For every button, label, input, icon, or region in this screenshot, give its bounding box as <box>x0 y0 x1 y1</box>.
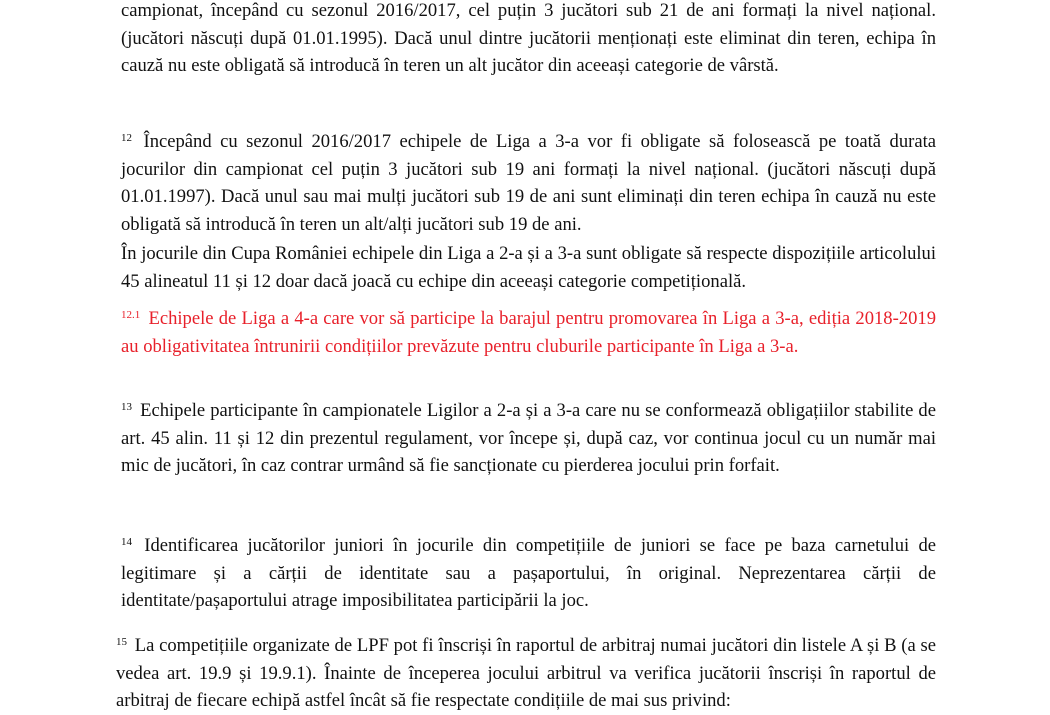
footnote-15 <box>116 632 936 715</box>
footnote-marker: 13 <box>121 401 132 413</box>
footnote-marker: 15 <box>116 636 127 648</box>
footnote-12 <box>121 128 936 238</box>
footnote-12-1-amendment <box>121 305 936 360</box>
footnote-text: Echipele de Liga a 4-a care vor să participe la barajul pentru promovarea în Liga a 3-a, ediția 2018-2019 au obligativitatea întrunirii condițiilor prevăzute pentru cluburile participante în Liga a 3-a. <box>121 308 936 357</box>
footnote-text: La competițiile organizate de LPF pot fi înscriși în raportul de arbitraj numai jucători din listele A și B (a se vedea art. 19.9 și 19.9.1). Înainte de începerea jocului arbitrul va verifica jucătorii înscriși în raportul de arbitraj de fiecare echipă astfel încât să fie respectate condițiile de mai sus privind: <box>116 635 936 711</box>
footnote-12-cupa <box>121 240 936 295</box>
paragraph-text: campionat, începând cu sezonul 2016/2017, cel puțin 3 jucători sub 21 de ani formați la nivel național. (jucători născuți după 01.01.1995). Dacă unul dintre jucătorii menționați este eliminat din teren, echipa în cauză nu este obligată să introducă în teren un alt jucător din aceeași categorie de vârstă. <box>121 0 936 76</box>
footnote-marker: 14 <box>121 536 132 548</box>
footnote-14 <box>121 532 936 615</box>
paragraph-text: În jocurile din Cupa României echipele din Liga a 2-a și a 3-a sunt obligate să respecte dispozițiile articolului 45 alineatul 11 și 12 doar dacă joacă cu echipe din aceeași categorie competițională. <box>121 243 936 292</box>
footnote-marker: 12 <box>121 132 132 144</box>
footnote-text: Identificarea jucătorilor juniori în jocurile din competițiile de juniori se face pe baza carnetului de legitimare și a cărții de identitate sau a pașaportului, în original. Neprezentarea cărții de identitate/pașaportului atrage imposibilitatea participării la joc. <box>121 535 936 611</box>
footnote-13 <box>121 397 936 480</box>
paragraph-continuation <box>121 0 936 80</box>
footnote-text: Începând cu sezonul 2016/2017 echipele de Liga a 3-a vor fi obligate să folosească pe toată durata jocurilor din campionat cel puțin 3 jucători sub 19 ani formați la nivel național. (jucători născuți după 01.01.1997). Dacă unul sau mai mulți jucători sub 19 de ani sunt eliminați din teren echipa în cauză nu este obligată să introducă în teren un alt/alți jucători sub 19 de ani. <box>121 131 936 235</box>
footnote-text: Echipele participante în campionatele Ligilor a 2-a și a 3-a care nu se conformează obligațiilor stabilite de art. 45 alin. 11 și 12 din prezentul regulament, vor începe și, după caz, vor continua jocul cu un număr mai mic de jucători, în caz contrar urmând să fie sancționate cu pierderea jocului prin forfait. <box>121 400 936 476</box>
footnote-marker: 12.1 <box>121 309 141 321</box>
